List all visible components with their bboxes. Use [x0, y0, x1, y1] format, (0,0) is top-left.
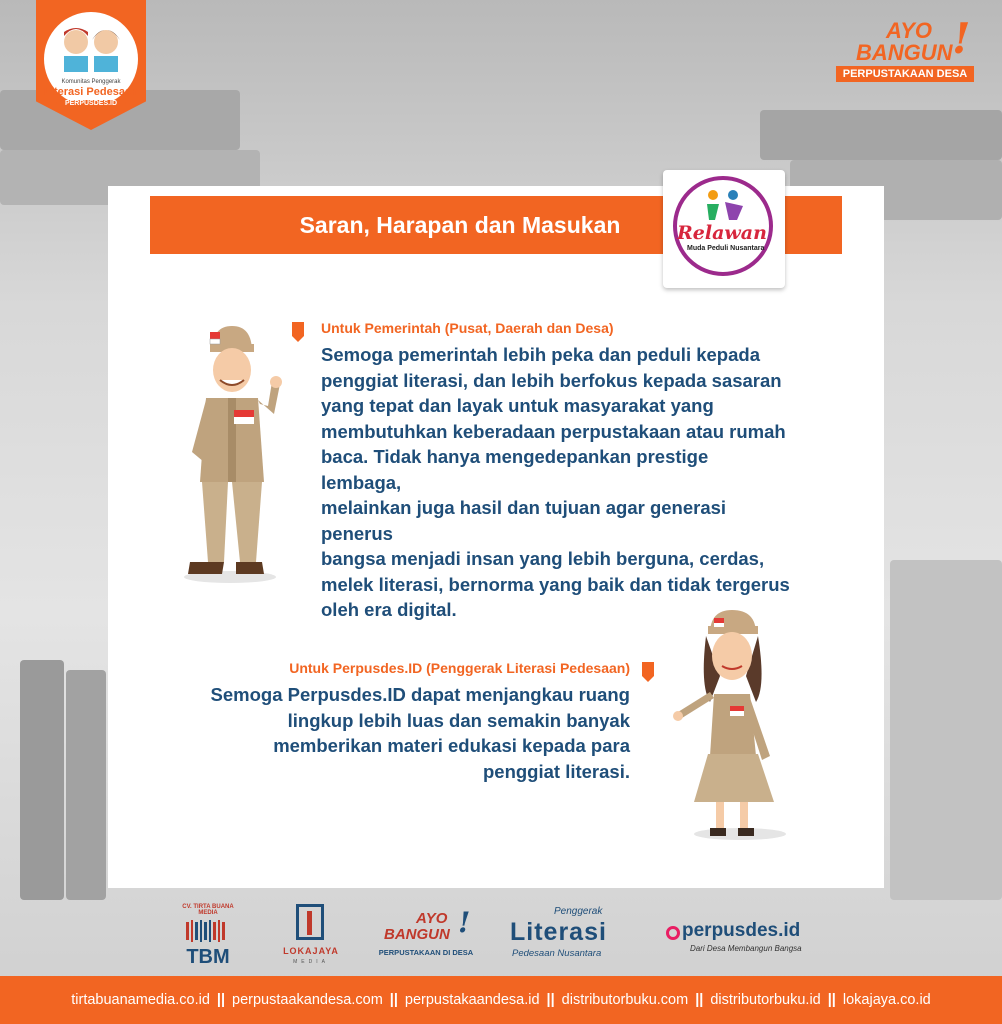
tbm-short: TBM	[186, 946, 230, 968]
relawan-word: Relawan	[677, 222, 767, 244]
footer-separator: ||	[216, 992, 226, 1008]
literasi-main: Literasi	[510, 918, 607, 946]
section-2-title: Untuk Perpusdes.ID (Penggerak Literasi Pedesaan)	[289, 660, 630, 676]
footer-link[interactable]: perpustaakandesa.com	[232, 992, 383, 1008]
background-book	[66, 670, 106, 900]
partner-logos	[0, 898, 1002, 978]
section-1-line: Semoga pemerintah lebih peka dan peduli kepada	[321, 344, 760, 365]
exclamation-icon: !	[952, 14, 971, 63]
perpusdes-tagline: Dari Desa Membangun Bangsa	[690, 944, 802, 953]
badge-small-text: Komunitas Penggerak	[61, 79, 121, 85]
section-2-line: penggiat literasi.	[482, 760, 630, 782]
literasi-bottom: Pedesaan Nusantara	[512, 948, 602, 959]
penggerak-literasi-logo	[508, 906, 636, 970]
section-1-title: Untuk Pemerintah (Pusat, Daerah dan Desa)	[321, 320, 614, 336]
footer-link[interactable]: distributorbuku.id	[710, 992, 821, 1008]
barcode-icon	[186, 918, 230, 944]
background-book	[890, 560, 1002, 900]
tbm-arc-text: CV. TIRTA BUANA MEDIA	[182, 904, 234, 916]
background-book	[760, 110, 1002, 160]
footer-link[interactable]: tirtabuanamedia.co.id	[71, 992, 210, 1008]
section-1-line: melek literasi, bernorma yang baik dan tidak tergerus	[321, 573, 790, 595]
badge-main-text: Literasi Pedesaan	[44, 86, 138, 98]
section-1-body	[321, 342, 791, 623]
background-book	[20, 660, 64, 900]
section-1-line: baca. Tidak hanya mengedepankan prestige lembaga,	[321, 446, 709, 493]
ayo-line1: AYO	[886, 18, 933, 43]
footer-separator: ||	[695, 992, 704, 1008]
footer-link[interactable]: distributorbuku.com	[561, 992, 689, 1008]
section-1-line: yang tepat dan layak untuk masyarakat yang	[321, 395, 714, 416]
exclamation-icon: !	[458, 906, 471, 939]
ayo-line3: PERPUSTAKAAN DESA	[836, 66, 974, 82]
perpusdes-mark-icon	[666, 926, 680, 940]
section-1-line: bangsa menjadi insan yang lebih berguna, cerdas,	[321, 548, 765, 569]
section-2-body	[200, 682, 630, 784]
page-title: Saran, Harapan dan Masukan	[299, 212, 621, 238]
girl-scout-illustration	[670, 606, 810, 842]
section-1-line: oleh era digital.	[321, 599, 457, 620]
ayo-small-line1: AYO	[416, 910, 448, 927]
literasi-top: Penggerak	[554, 906, 603, 917]
ayo-line2: BANGUN	[856, 40, 953, 65]
section-2-line: lingkup lebih luas dan semakin banyak	[287, 709, 630, 731]
ayo-bangun-small-logo	[370, 906, 482, 970]
footer-separator: ||	[546, 992, 555, 1008]
ayo-small-line3: PERPUSTAKAAN DI DESA	[378, 948, 474, 957]
section-1-line: melainkan juga hasil dan tujuan agar generasi penerus	[321, 497, 727, 544]
footer-links	[0, 976, 1002, 1024]
lokajaya-logo	[276, 904, 346, 974]
ayo-bangun-logo	[832, 14, 978, 90]
lokajaya-name: LOKAJAYA	[283, 946, 339, 956]
footer-link[interactable]: perpustakaandesa.id	[404, 992, 540, 1008]
relawan-sub: Muda Peduli Nusantara	[687, 245, 765, 252]
section-2-line: memberikan materi edukasi kepada para	[273, 735, 630, 756]
footer-separator: ||	[389, 992, 398, 1008]
perpusdes-main: perpusdes.id	[682, 920, 801, 941]
footer-separator: ||	[827, 992, 836, 1008]
badge-site-text: PERPUSDES.ID	[56, 100, 126, 107]
ayo-small-line2: BANGUN	[384, 926, 450, 943]
perpusdes-logo	[664, 920, 814, 960]
section-1-line: membutuhkan keberadaan perpustakaan atau rumah	[321, 420, 786, 442]
tbm-logo	[172, 904, 244, 974]
section-2-line: Semoga Perpusdes.ID dapat menjangkau ruang	[210, 684, 630, 705]
lokajaya-mark-icon	[296, 904, 324, 940]
people-icon	[703, 188, 747, 222]
boy-scout-illustration	[172, 322, 292, 584]
lokajaya-sub: MEDIA	[293, 959, 329, 965]
relawan-logo	[663, 170, 785, 288]
footer-link[interactable]: lokajaya.co.id	[842, 992, 931, 1008]
section-1-line: penggiat literasi, dan lebih berfokus kepada sasaran	[321, 369, 782, 391]
